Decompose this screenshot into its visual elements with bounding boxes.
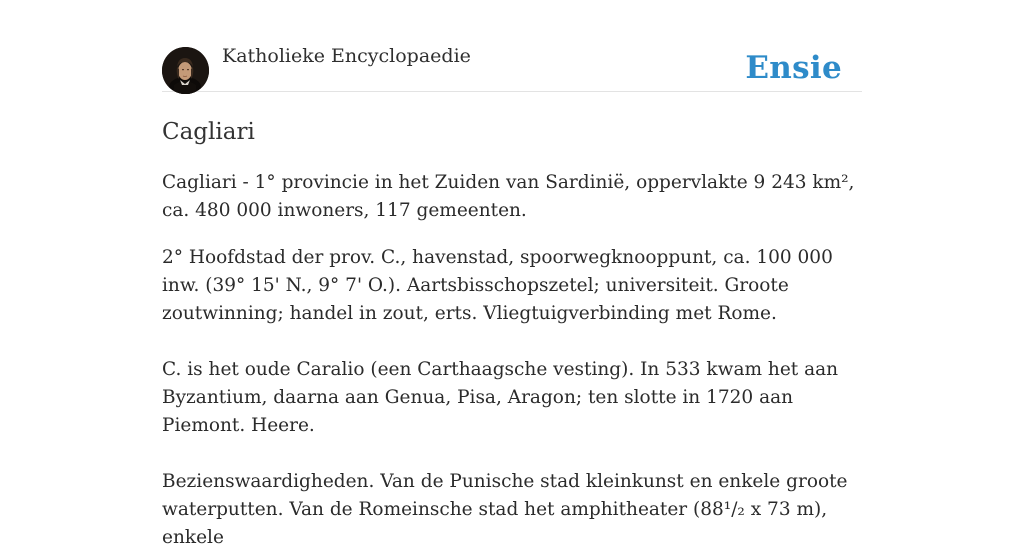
brand-logo[interactable]: Ensie [745,50,842,86]
article-paragraph: Bezienswaardigheden. Van de Punische stad kleinkunst en enkele groote waterputten. Van de Romeinsche stad het amphitheater (88¹/₂ x 73 m), enkele [162,471,848,548]
source-title[interactable]: Katholieke Encyclopaedie [222,45,471,67]
page-container [162,0,862,552]
portrait-avatar-icon[interactable] [162,47,209,94]
article-title: Cagliari [162,119,255,145]
article-paragraph: C. is het oude Caralio (een Carthaagsche vesting). In 533 kwam het aan Byzantium, daarna aan Genua, Pisa, Aragon; ten slotte in 1720 aan Piemont. Heere. [162,359,839,436]
article-paragraph: Cagliari - 1° provincie in het Zuiden van Sardinië, oppervlakte 9 243 km², ca. 480 000 inwoners, 117 gemeenten. [162,172,855,221]
site-header [162,0,862,92]
article-paragraph: 2° Hoofdstad der prov. C., havenstad, spoorwegknooppunt, ca. 100 000 inw. (39° 15' N., 9° 7' O.). Aartsbisschopszetel; universiteit. Groote zoutwinning; handel in zout, erts. Vliegtuigverbinding met Rome. [162,247,833,324]
